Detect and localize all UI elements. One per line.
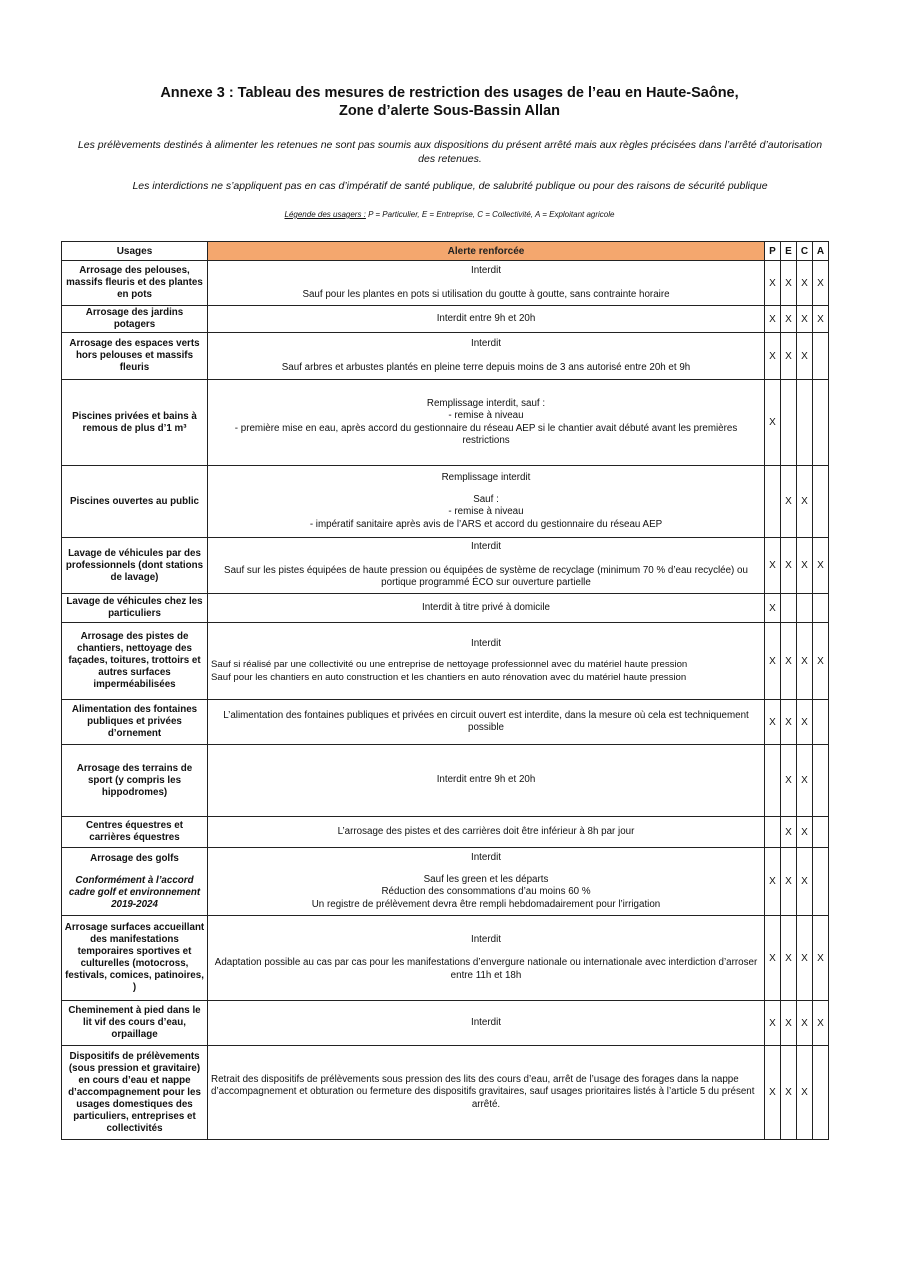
- header-alerte-renforcee: Alerte renforcée: [208, 242, 765, 261]
- mesure-cell: [208, 538, 765, 594]
- mesure-line: Sauf :: [473, 493, 499, 505]
- mark-a: [813, 745, 829, 817]
- title-line-1: Annexe 3 : Tableau des mesures de restriction des usages de l’eau en Haute-Saône,: [160, 85, 739, 101]
- usage-cell: [62, 1001, 208, 1046]
- mark-c: X: [797, 261, 813, 306]
- table-row: [62, 380, 829, 466]
- usage-cell: [62, 700, 208, 745]
- mesure-line: Remplissage interdit, sauf :: [426, 397, 546, 409]
- mark-a: [813, 380, 829, 466]
- mark-a: [813, 333, 829, 380]
- mesure-line: Interdit entre 9h et 20h: [436, 774, 536, 786]
- mesure-line: Interdit: [471, 338, 501, 349]
- mesure-line: - impératif sanitaire après avis de l’ARS et accord du gestionnaire du réseau AEP: [309, 518, 663, 530]
- mark-p: X: [765, 848, 781, 916]
- mark-e: X: [781, 1001, 797, 1046]
- mark-e: [781, 380, 797, 466]
- mark-e: X: [781, 700, 797, 745]
- mark-p: X: [765, 623, 781, 700]
- mark-e: [781, 594, 797, 623]
- mark-c: [797, 380, 813, 466]
- mark-p: X: [765, 306, 781, 333]
- mesure-cell: [208, 916, 765, 1001]
- mesure-line: Sauf pour les chantiers en auto construction et les chantiers en auto rénovation avec du matériel haute pression: [211, 671, 687, 683]
- mark-a: X: [813, 916, 829, 1001]
- usage-label: Arrosage des espaces verts hors pelouses et massifs fleuris: [69, 338, 200, 373]
- table-row: [62, 333, 829, 380]
- legend-label: Légende des usagers :: [284, 210, 366, 219]
- mesure-line: Remplissage interdit: [441, 472, 531, 483]
- mesure-line: Interdit entre 9h et 20h: [436, 312, 536, 324]
- mesure-spacer: [211, 278, 761, 289]
- mesure-line: Sauf les green et les départs: [423, 873, 549, 885]
- document-title: [0, 84, 899, 120]
- table-row: [62, 848, 829, 916]
- intro-exceptions: Les interdictions ne s’appliquent pas en cas d’impératif de santé publique, de salubrité publique ou pour des raisons de sécurité publique: [132, 180, 768, 192]
- header-p: P: [765, 242, 781, 261]
- table-row: [62, 594, 829, 623]
- table-row: [62, 466, 829, 538]
- mesure-line: Sauf sur les pistes équipées de haute pression ou équipées de système de recyclage (minimum 70 % d’eau recyclée) ou portique programmé ÉCO sur ouverture partielle: [224, 564, 748, 589]
- legend-text: P = Particulier, E = Entreprise, C = Collectivité, A = Exploitant agricole: [368, 210, 615, 219]
- mesure-line: Interdit: [471, 933, 501, 945]
- mesure-cell: [208, 848, 765, 916]
- usage-label: Arrosage des pelouses, massifs fleuris et des plantes en pots: [66, 265, 203, 300]
- mark-p: [765, 817, 781, 848]
- mark-c: X: [797, 1046, 813, 1140]
- table-row: [62, 538, 829, 594]
- title-line-2: Zone d’alerte Sous-Bassin Allan: [338, 103, 561, 119]
- table-row: [62, 306, 829, 333]
- mark-c: X: [797, 916, 813, 1001]
- mesure-spacer: [211, 554, 761, 565]
- usage-label: Centres équestres et carrières équestres: [86, 820, 183, 843]
- usage-cell: [62, 333, 208, 380]
- usage-cell: [62, 1046, 208, 1140]
- mark-p: X: [765, 700, 781, 745]
- usage-label: Piscines privées et bains à remous de plus d’1 m³: [72, 410, 197, 434]
- mesure-line: Interdit: [471, 852, 501, 863]
- mesure-cell: [208, 817, 765, 848]
- mesure-cell: [208, 333, 765, 380]
- usage-cell: [62, 466, 208, 538]
- mark-e: X: [781, 745, 797, 817]
- mesure-cell: [208, 261, 765, 306]
- mesure-line: Interdit à titre privé à domicile: [422, 601, 550, 613]
- header-c: C: [797, 242, 813, 261]
- usage-cell: [62, 261, 208, 306]
- mark-e: X: [781, 466, 797, 538]
- mesure-cell: [208, 380, 765, 466]
- mark-a: [813, 594, 829, 623]
- mark-a: [813, 700, 829, 745]
- table-row: [62, 1046, 829, 1140]
- mark-c: X: [797, 1001, 813, 1046]
- mesure-spacer: [211, 650, 761, 659]
- usage-label: Alimentation des fontaines publiques et privées d’ornement: [71, 704, 198, 739]
- mark-c: X: [797, 745, 813, 817]
- mesure-line: Un registre de prélèvement devra être rempli hebdomadairement pour l’irrigation: [311, 898, 661, 910]
- mark-p: X: [765, 594, 781, 623]
- usage-cell: [62, 623, 208, 700]
- mark-e: X: [781, 306, 797, 333]
- mark-c: X: [797, 700, 813, 745]
- intro-retenues: Les prélèvements destinés à alimenter les retenues ne sont pas soumis aux dispositions du présent arrêté mais aux règles précisées dans l’arrêté d’autorisation des retenues.: [77, 139, 823, 165]
- mesure-line: Interdit: [471, 1016, 501, 1028]
- mesure-cell: [208, 745, 765, 817]
- mesure-line: Sauf arbres et arbustes plantés en pleine terre depuis moins de 3 ans autorisé entre 20h et 9h: [281, 361, 691, 373]
- mark-a: [813, 817, 829, 848]
- usage-cell: [62, 916, 208, 1001]
- mark-c: X: [797, 466, 813, 538]
- table-row: [62, 745, 829, 817]
- mesure-line: Interdit: [471, 265, 501, 276]
- table-row: [62, 817, 829, 848]
- table-row: [62, 623, 829, 700]
- header-e: E: [781, 242, 797, 261]
- mark-a: [813, 848, 829, 916]
- mesure-cell: [208, 1001, 765, 1046]
- mesure-spacer: [211, 946, 761, 957]
- mesure-line: Interdit: [471, 637, 501, 649]
- mesure-spacer: [211, 351, 761, 362]
- mesure-line: Interdit: [471, 541, 501, 553]
- header-usages: Usages: [62, 242, 208, 261]
- usage-label: Dispositifs de prélèvements (sous pression et gravitaire) en cours d’eau et nappe d’accompagnement pour les usages domestiques des particuliers, entreprises et collectivités: [68, 1050, 201, 1134]
- mark-p: X: [765, 1001, 781, 1046]
- mark-p: X: [765, 538, 781, 594]
- table-header-row: [62, 242, 829, 261]
- mesure-cell: [208, 306, 765, 333]
- usage-label: Arrosage surfaces accueillant des manifestations temporaires sportives et culturelles (motocross, festivals, comices, patinoires, ): [64, 922, 205, 993]
- mark-p: X: [765, 1046, 781, 1140]
- mesure-line: - remise à niveau: [448, 506, 524, 517]
- header-a: A: [813, 242, 829, 261]
- mark-p: X: [765, 916, 781, 1001]
- usage-note: Conformément à l’accord cadre golf et environnement 2019-2024: [68, 874, 201, 910]
- mark-c: X: [797, 538, 813, 594]
- usage-label: Arrosage des pistes de chantiers, nettoyage des façades, toitures, trottoirs et autres surfaces imperméabilisées: [68, 631, 201, 690]
- usage-cell: [62, 745, 208, 817]
- mesure-cell: [208, 466, 765, 538]
- mark-a: X: [813, 538, 829, 594]
- table-row: [62, 700, 829, 745]
- mark-c: X: [797, 333, 813, 380]
- mark-e: X: [781, 261, 797, 306]
- mark-c: X: [797, 817, 813, 848]
- mark-e: X: [781, 623, 797, 700]
- usage-label: Piscines ouvertes au public: [69, 495, 200, 507]
- mark-a: X: [813, 623, 829, 700]
- mark-a: X: [813, 261, 829, 306]
- mesure-line: Adaptation possible au cas par cas pour les manifestations d’envergure nationale ou internationale avec interdiction d’arroser entre 11h et 18h: [214, 957, 758, 981]
- mark-p: [765, 745, 781, 817]
- mark-e: X: [781, 916, 797, 1001]
- mark-e: X: [781, 333, 797, 380]
- mesure-cell: [208, 700, 765, 745]
- usage-label: Lavage de véhicules chez les particuliers: [66, 596, 203, 619]
- usage-label: Cheminement à pied dans le lit vif des cours d’eau, orpaillage: [68, 1005, 201, 1040]
- mesure-cell: [208, 1046, 765, 1140]
- mesure-line: Retrait des dispositifs de prélèvements sous pression des lits des cours d’eau, arrêt de l’usage des forages dans la nappe d’accompagnement et obturation ou fermeture des dispositifs gravitaires, sauf usages prioritaires listés à l’article 5 du présent arrêté.: [211, 1073, 755, 1110]
- mark-p: X: [765, 380, 781, 466]
- legend: [0, 210, 899, 219]
- usage-label: Lavage de véhicules par des professionnels (dont stations de lavage): [65, 547, 204, 583]
- mark-p: X: [765, 333, 781, 380]
- mesure-line: L’arrosage des pistes et des carrières doit être inférieur à 8h par jour: [337, 825, 635, 837]
- usage-label: Arrosage des jardins potagers: [85, 307, 184, 330]
- mark-a: X: [813, 306, 829, 333]
- usage-cell: [62, 538, 208, 594]
- restrictions-table: [61, 241, 829, 1140]
- mark-c: [797, 594, 813, 623]
- mesure-line: Réduction des consommations d’au moins 60 %: [381, 886, 591, 897]
- mark-e: X: [781, 848, 797, 916]
- mesure-spacer: [211, 865, 761, 874]
- table-row: [62, 261, 829, 306]
- usage-label: Arrosage des terrains de sport (y compris les hippodromes): [76, 762, 193, 798]
- usage-label: Arrosage des golfs: [90, 852, 179, 864]
- table-body: [62, 261, 829, 1140]
- mesure-line: - remise à niveau: [448, 410, 524, 421]
- usage-cell: [62, 306, 208, 333]
- mark-c: X: [797, 623, 813, 700]
- usage-cell: [62, 848, 208, 916]
- mesure-line: - première mise en eau, après accord du gestionnaire du réseau AEP si le chantier avait débuté avant les premières restrictions: [234, 422, 738, 446]
- table-row: [62, 1001, 829, 1046]
- mark-e: X: [781, 817, 797, 848]
- mesure-cell: [208, 623, 765, 700]
- mesure-line: Sauf si réalisé par une collectivité ou une entreprise de nettoyage professionnel avec du matériel haute pression: [211, 659, 688, 671]
- mark-c: X: [797, 848, 813, 916]
- mark-a: [813, 466, 829, 538]
- mark-p: [765, 466, 781, 538]
- mark-p: X: [765, 261, 781, 306]
- mark-e: X: [781, 1046, 797, 1140]
- table-row: [62, 916, 829, 1001]
- mark-a: [813, 1046, 829, 1140]
- mesure-spacer: [211, 485, 761, 494]
- usage-cell: [62, 817, 208, 848]
- mark-c: X: [797, 306, 813, 333]
- mark-e: X: [781, 538, 797, 594]
- mesure-line: Sauf pour les plantes en pots si utilisation du goutte à goutte, sans contrainte horaire: [302, 288, 670, 300]
- usage-cell: [62, 594, 208, 623]
- mesure-line: L’alimentation des fontaines publiques et privées en circuit ouvert est interdite, dans la mesure où cela est techniquement possible: [223, 709, 749, 733]
- mark-a: X: [813, 1001, 829, 1046]
- usage-cell: [62, 380, 208, 466]
- mesure-cell: [208, 594, 765, 623]
